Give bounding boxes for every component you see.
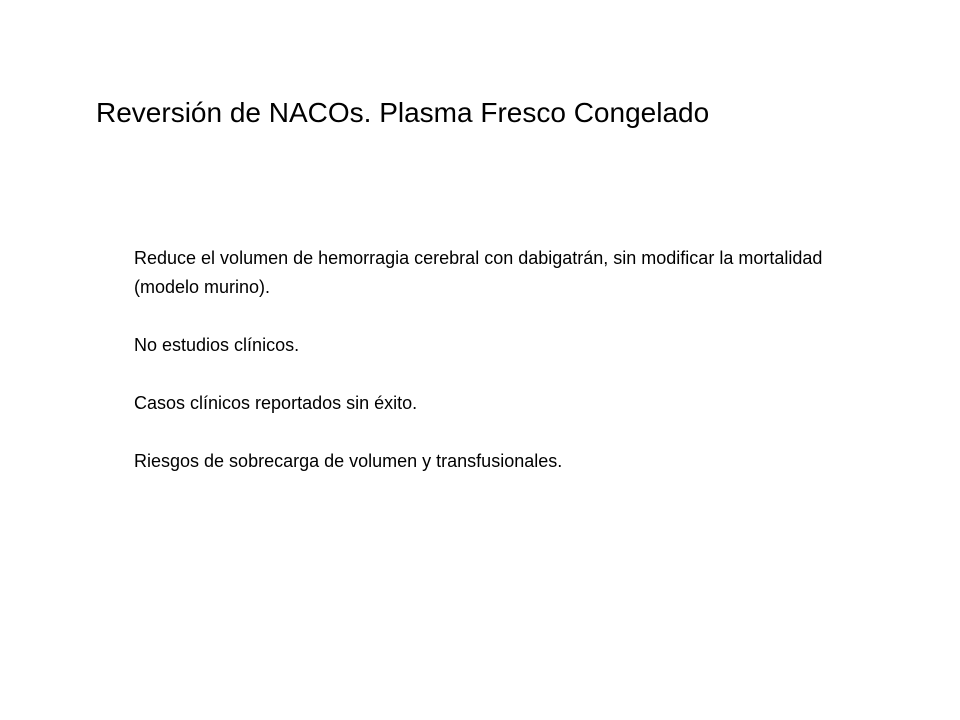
body-point: Casos clínicos reportados sin éxito.	[134, 393, 418, 413]
body-point: No estudios clínicos.	[134, 335, 300, 355]
body-point: Riesgos de sobrecarga de volumen y transfusionales.	[134, 451, 563, 471]
slide-body	[134, 244, 834, 476]
body-point: Reduce el volumen de hemorragia cerebral con dabigatrán, sin modificar la mortalidad (modelo murino).	[134, 248, 823, 297]
slide-title: Reversión de NACOs. Plasma Fresco Congelado	[96, 97, 710, 128]
